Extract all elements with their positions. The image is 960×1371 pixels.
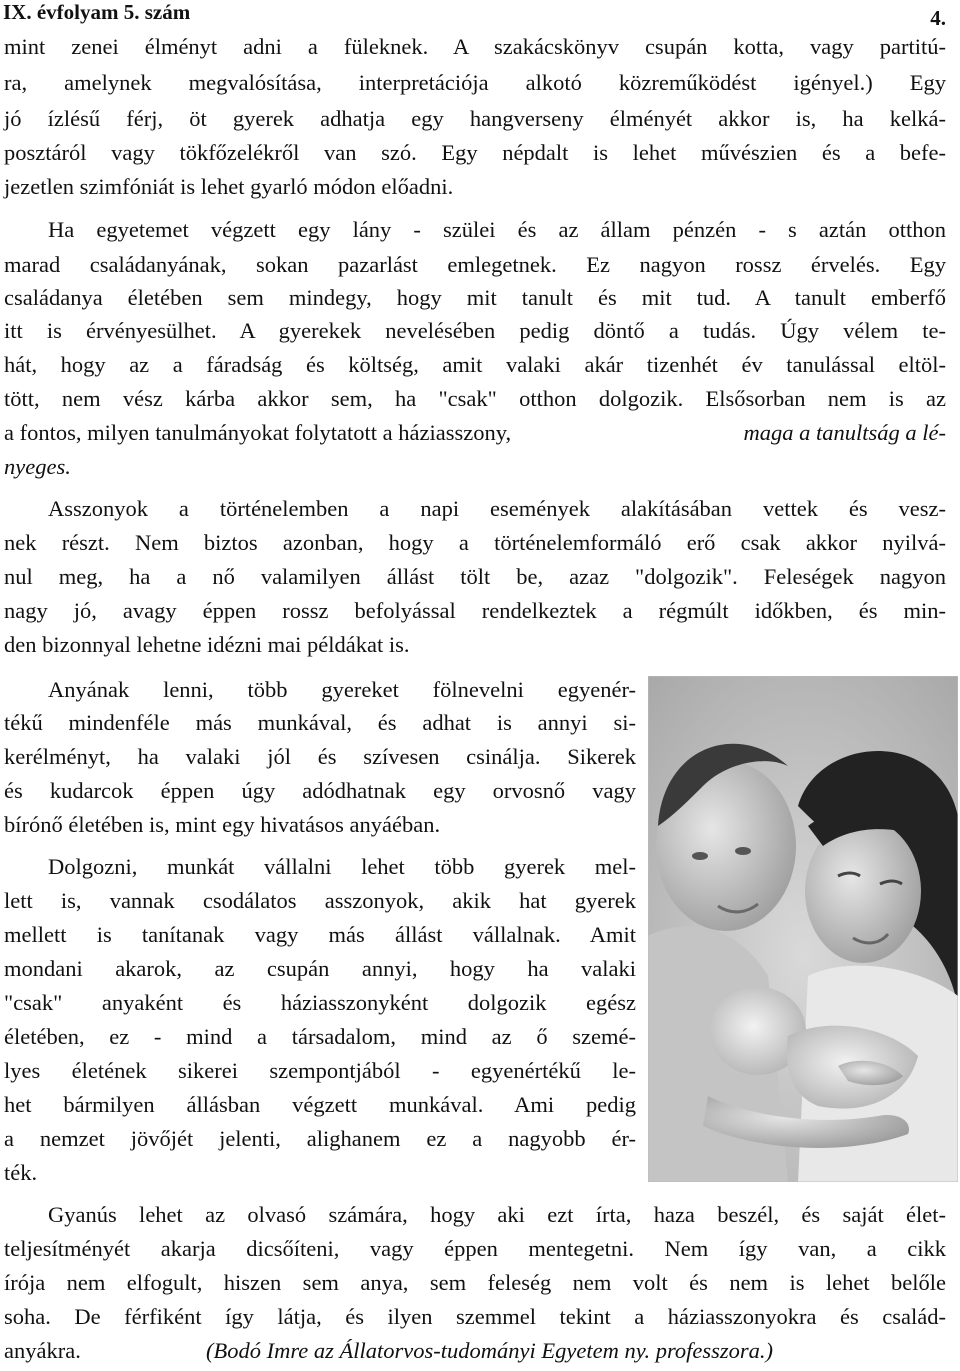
text-line: Asszonyok a történelemben a napi események alakításában vettek és vesz- [48, 496, 946, 521]
text-line: ték. [4, 1160, 38, 1185]
text-line: írója nem elfogult, hiszen sem anya, sem feleség nem volt és nem is lehet belőle [4, 1270, 946, 1295]
text-line: itt is érvényesülhet. A gyerekek nevelésében pedig döntő a tudás. Úgy vélem te- [4, 318, 946, 343]
page-number: 4. [930, 6, 946, 30]
text-line: Ha egyetemet végzett egy lány - szülei és az állam pénzén - s aztán otthon [48, 217, 946, 242]
text-line: teljesítményét akarja dicsőíteni, vagy éppen mentegetni. Nem így van, a cikk [4, 1236, 946, 1261]
author-signature: (Bodó Imre az Állatorvos-tudományi Egyetem ny. professzora.) [206, 1338, 773, 1363]
text-line: "csak" anyaként és háziasszonyként dolgozik egész [4, 990, 636, 1015]
text-line: Gyanús lehet az olvasó számára, hogy aki ezt írta, haza beszél, és saját élet- [48, 1202, 946, 1227]
text-line: mondani akarok, az csupán annyi, hogy ha valaki [4, 956, 636, 981]
emphasis-text: nyeges. [4, 454, 71, 479]
text-line: családanya életében sem mindegy, hogy mit tanult és mit tud. A tanult emberfő [4, 285, 946, 310]
text-line: anyákra. [4, 1338, 81, 1363]
text-line: és kudarcok éppen úgy adódhatnak egy orvosnő vagy [4, 778, 636, 803]
text-line: bírónő életében is, mint egy hivatásos anyáéban. [4, 812, 441, 837]
text-segment: a fontos, milyen tanulmányokat folytatott a háziasszony, [4, 420, 512, 445]
text-line: Anyának lenni, több gyereket fölnevelni egyenér- [48, 677, 636, 702]
text-line: lyes életének sikerei szempontjából - egyenértékű le- [4, 1058, 636, 1083]
text-line: hát, hogy az a fáradság és költség, amit valaki akár tizenhét év tanulással eltöl- [4, 352, 946, 377]
text-line: marad családanyának, sokan pazarlást emlegetnek. Ez nagyon rossz érvelés. Egy [4, 252, 946, 277]
text-line: nul meg, ha a nő valamilyen állást tölt be, azaz "dolgozik". Feleségek nagyon [4, 564, 946, 589]
text-line: soha. De férfiként így látja, és ilyen szemmel tekint a háziasszonyokra és család- [4, 1304, 946, 1329]
text-line: mellett is tanítanak vagy más állást vállalnak. Amit [4, 922, 636, 947]
text-line: a nemzet jövőjét jelenti, alighanem ez a nagyobb ér- [4, 1126, 636, 1151]
family-photo [648, 676, 958, 1182]
emphasis-text: maga a tanultság a lé- [743, 420, 946, 445]
text-line: posztáról vagy tökfőzelékről van szó. Egy népdalt is lehet művészien és a befe- [4, 140, 946, 165]
text-line: den bizonnyal lehetne idézni mai példákat is. [4, 632, 410, 657]
text-line: Dolgozni, munkát vállalni lehet több gyerek mel- [48, 854, 636, 879]
text-line: het bármilyen állásban végzett munkával. Ami pedig [4, 1092, 636, 1117]
text-line: ra, amelynek megvalósítása, interpretációja alkotó közreműködést igényel.) Egy [4, 70, 946, 95]
text-line: tékű mindenféle más munkával, és adhat is annyi si- [4, 710, 636, 735]
text-line: tött, nem vész kárba akkor sem, ha "csak" otthon dolgozik. Elsősorban nem is az [4, 386, 946, 411]
text-line: jó ízlésű férj, öt gyerek adhatja egy hangverseny élményét akkor is, ha kelká- [4, 106, 946, 131]
text-line: nek részt. Nem biztos azonban, hogy a történelemformáló erő csak akkor nyilvá- [4, 530, 946, 555]
text-line: kerélményt, ha valaki jól és szívesen csinálja. Sikerek [4, 744, 636, 769]
text-line: mint zenei élményt adni a füleknek. A szakácskönyv csupán kotta, vagy partitú- [4, 34, 946, 59]
text-line: lett is, vannak csodálatos asszonyok, akik hat gyerek [4, 888, 636, 913]
text-line: életében, ez - mind a társadalom, mind az ő szemé- [4, 1024, 636, 1049]
issue-header: IX. évfolyam 5. szám [3, 0, 191, 24]
text-line-mixed [4, 418, 946, 448]
text-line: nagy jó, avagy éppen rossz befolyással rendelkeztek a régmúlt időkben, és min- [4, 598, 946, 623]
text-line: jezetlen szimfóniát is lehet gyarló módon előadni. [4, 174, 454, 199]
